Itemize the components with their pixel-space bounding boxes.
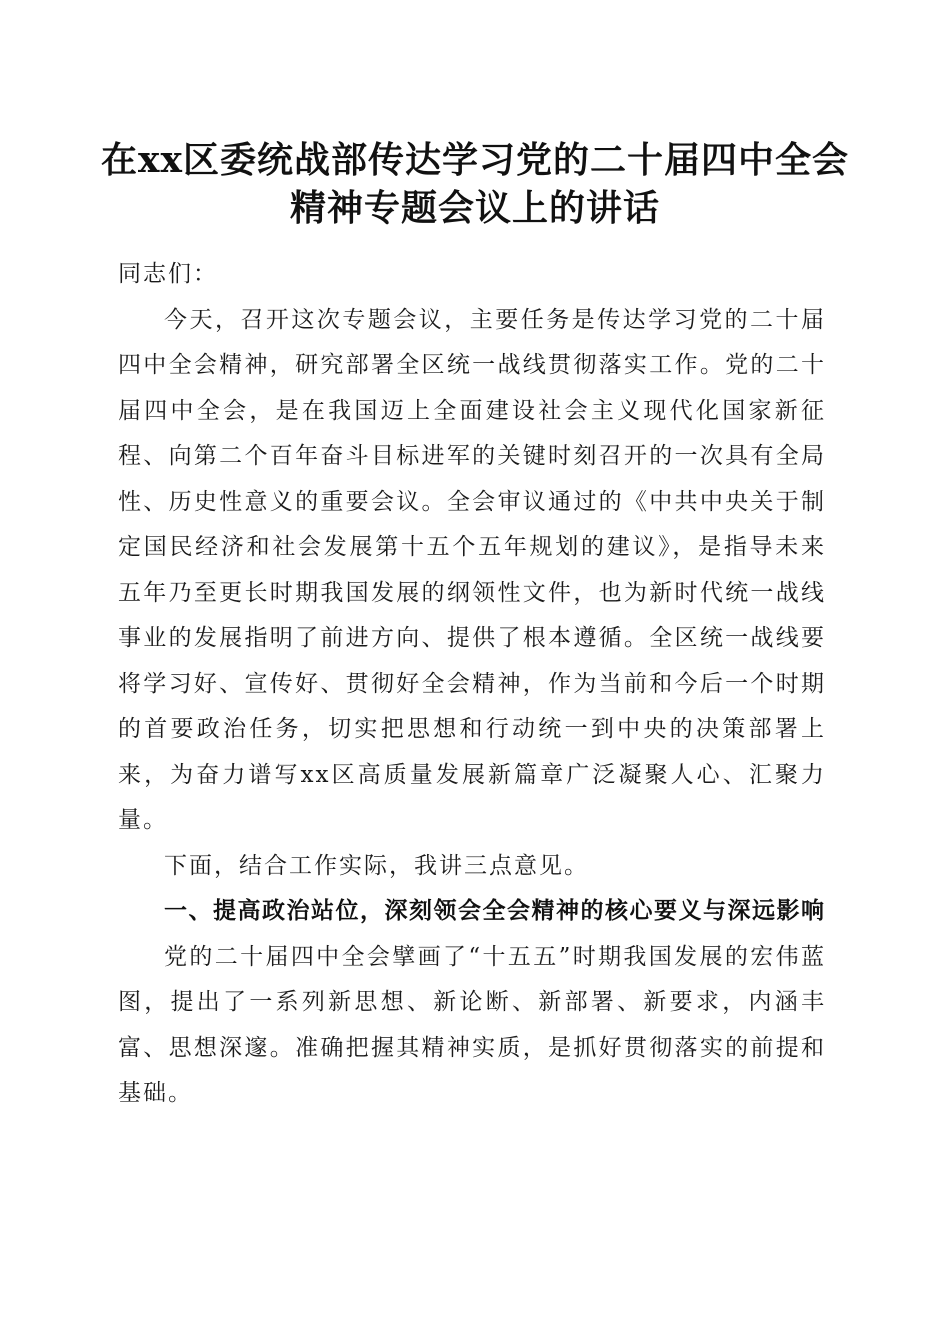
section-heading-1: 一、提高政治站位，深刻领会全会精神的核心要义与深远影响 — [164, 898, 826, 924]
paragraph-opening: 今天，召开这次专题会议，主要任务是传达学习党的二十届四中全会精神，研究部署全区统一战线贯彻落实工作。党的二十届四中全会，是在我国迈上全面建设社会主义现代化国家新征程、向第二个百年奋斗目标进军的关键时刻召开的一次具有全局性、历史性意义的重要会议。全会审议通过的《中共中央关于制定国民经济和社会发展第十五个五年规划的建议》，是指导未来五年乃至更长时期我国发展的纲领性文件，也为新时代统一战线事业的发展指明了前进方向、提供了根本遵循。全区统一战线要将学习好、宣传好、贯彻好全会精神，作为当前和今后一个时期的首要政治任务，切实把思想和行动统一到中央的决策部署上来，为奋力谱写xx区高质量发展新篇章广泛凝聚人心、汇聚力量。 — [118, 306, 826, 833]
document-title: 在xx区委统战部传达学习党的二十届四中全会精神专题会议上的讲话 — [101, 139, 849, 229]
paragraph-three-points: 下面，结合工作实际，我讲三点意见。 — [164, 852, 589, 879]
document-body — [118, 252, 826, 1117]
salutation: 同志们： — [118, 261, 218, 287]
section-1-paragraph: 党的二十届四中全会擘画了“十五五”时期我国发展的宏伟蓝图，提出了一系列新思想、新论断、新部署、新要求，内涵丰富、思想深邃。准确把握其精神实质，是抓好贯彻落实的前提和基础。 — [118, 943, 826, 1106]
